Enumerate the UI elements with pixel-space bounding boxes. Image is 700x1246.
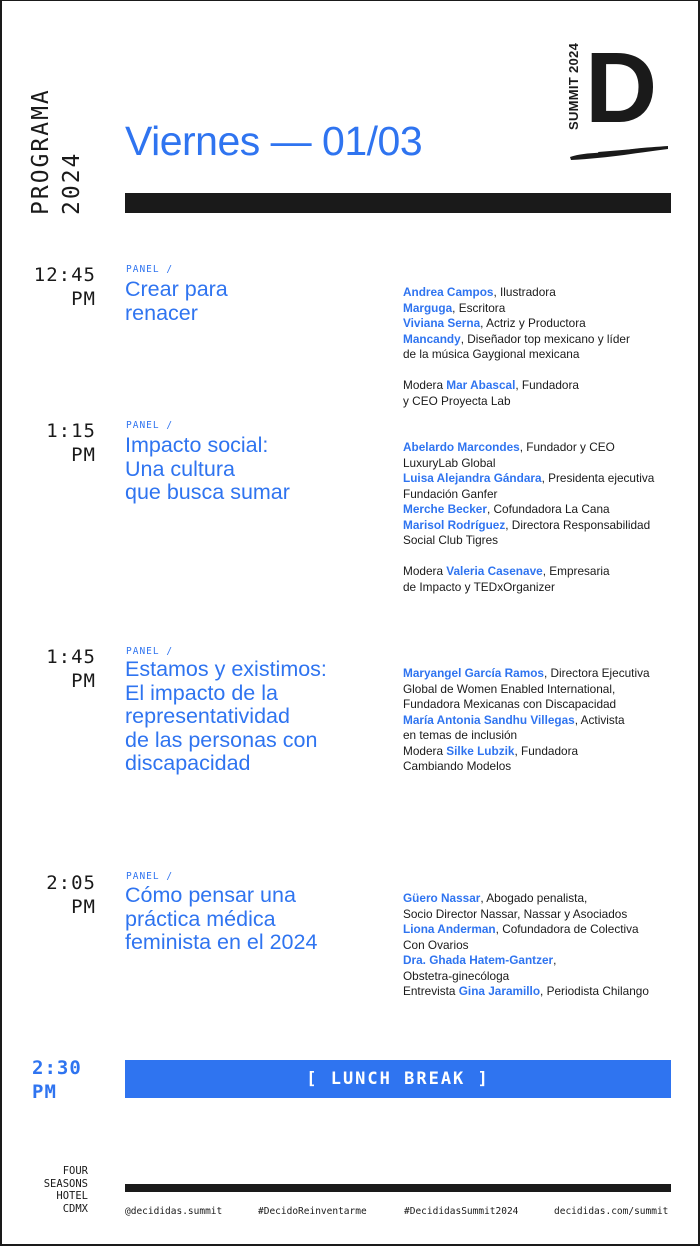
- speaker-description: , Cofundadora La Cana: [486, 502, 610, 516]
- title-line: que busca sumar: [125, 480, 290, 504]
- program-side-title: [26, 88, 88, 215]
- speaker-name: Dra. Ghada Hatem-Gantzer: [403, 953, 554, 967]
- speaker-description: LuxuryLab Global: [403, 455, 496, 470]
- speaker-description: Cambiando Modelos: [403, 759, 512, 773]
- speaker-description: , Ilustradora: [493, 285, 556, 299]
- speaker-description: de Impacto y TEDxOrganizer: [403, 579, 555, 594]
- speaker-description: , Actriz y Productora: [480, 316, 586, 330]
- title-line: discapacidad: [125, 751, 251, 775]
- speaker-line: [403, 347, 673, 363]
- speaker-line: [403, 682, 673, 698]
- footer-divider-bar: [125, 1184, 671, 1192]
- side-title-word: PROGRAMA: [28, 88, 54, 215]
- speaker-description: Social Club Tigres: [403, 533, 499, 547]
- session-title: [125, 658, 395, 776]
- speaker-line: [403, 301, 673, 317]
- header-divider-bar: [125, 193, 671, 213]
- speaker-name: Viviana Serna: [403, 316, 481, 330]
- speaker-description: de la música Gaygional mexicana: [403, 347, 580, 361]
- speaker-line: [403, 285, 673, 301]
- speaker-line: [403, 487, 673, 503]
- speaker-line: [403, 456, 673, 472]
- speaker-description: Global de Women Enabled International,: [403, 681, 616, 696]
- venue-line: CDMX: [62, 1202, 88, 1215]
- speaker-line: [403, 394, 673, 410]
- speaker-description: , Diseñador top mexicano y líder: [460, 331, 630, 346]
- title-line: Estamos y existimos:: [125, 657, 327, 681]
- time-period: PM: [32, 1081, 57, 1103]
- speaker-line: [403, 744, 673, 760]
- speaker-description: , Cofundadora de Colectiva: [495, 922, 639, 936]
- time-value: 2:30: [32, 1057, 82, 1079]
- speaker-description: , Abogado penalista,: [480, 891, 588, 905]
- speaker-role-prefix: Entrevista: [403, 984, 459, 998]
- speaker-name: Marisol Rodríguez: [403, 517, 506, 532]
- speaker-description: , Periodista Chilango: [540, 984, 649, 998]
- venue-label: [40, 1165, 88, 1215]
- speaker-name: Gina Jaramillo: [458, 984, 541, 998]
- speaker-name: Silke Lubzik: [446, 743, 515, 758]
- venue-line: FOUR: [62, 1165, 88, 1177]
- title-line: de las personas con: [125, 727, 318, 752]
- website-link[interactable]: decididas.com/summit: [554, 1206, 669, 1217]
- speaker-description: , Directora Ejecutiva: [543, 666, 650, 680]
- speaker-description: ,: [553, 953, 557, 967]
- title-line: feminista en el 2024: [125, 930, 318, 954]
- speaker-line: [403, 759, 673, 775]
- session-title: [125, 884, 395, 955]
- session-tag: PANEL /: [126, 420, 174, 431]
- title-line: Crear para: [125, 277, 228, 301]
- speaker-line: [403, 440, 673, 456]
- speaker-line: [403, 891, 673, 907]
- session-tag: PANEL /: [126, 871, 174, 882]
- speaker-name: Liona Anderman: [403, 922, 496, 936]
- time-period: PM: [71, 444, 96, 466]
- time-period: PM: [71, 288, 96, 310]
- session-speakers: [403, 891, 673, 1000]
- lunch-time: [32, 1056, 98, 1104]
- session-speakers: [403, 285, 673, 409]
- speaker-line: [403, 984, 673, 1000]
- speaker-line: [403, 969, 673, 985]
- hashtag-reinventarme[interactable]: #DecidoReinventarme: [258, 1206, 367, 1217]
- speaker-gap: [403, 363, 673, 379]
- logo-subtitle: SUMMIT 2024: [566, 42, 581, 130]
- time-value: 1:15: [46, 420, 96, 442]
- speaker-role-prefix: Modera: [403, 378, 447, 392]
- speaker-line: [403, 580, 673, 596]
- speaker-name: Mancandy: [403, 331, 461, 346]
- title-line: El impacto de la: [125, 680, 278, 705]
- speaker-description: Socio Director Nassar, Nassar y Asociados: [403, 906, 628, 921]
- session-tag: PANEL /: [126, 264, 174, 275]
- speaker-line: [403, 316, 673, 332]
- time-period: PM: [71, 896, 96, 918]
- title-line: práctica médica: [125, 906, 276, 931]
- speaker-description: , Fundadora: [515, 378, 579, 392]
- title-line: representatividad: [125, 704, 290, 728]
- summit-logo: [566, 32, 670, 168]
- speaker-name: Valeria Casenave: [446, 564, 543, 578]
- speaker-description: Fundadora Mexicanas con Discapacidad: [403, 697, 617, 711]
- speaker-description: , Escritora: [452, 300, 506, 315]
- speaker-name: Merche Becker: [403, 502, 487, 516]
- speaker-description: , Presidenta ejecutiva: [541, 471, 655, 485]
- speaker-description: Con Ovarios: [403, 937, 469, 952]
- speaker-line: [403, 378, 673, 394]
- speaker-line: [403, 953, 673, 969]
- speaker-description: Fundación Ganfer: [403, 486, 498, 501]
- session-time: [30, 645, 96, 693]
- speaker-line: [403, 518, 673, 534]
- session-time: [30, 419, 96, 467]
- venue-line: SEASONS: [43, 1177, 88, 1190]
- speaker-line: [403, 666, 673, 682]
- speaker-role-prefix: Modera: [403, 743, 447, 758]
- title-line: Impacto social:: [125, 433, 269, 457]
- social-handle-link[interactable]: @decididas.summit: [125, 1206, 223, 1217]
- speaker-description: Obstetra-ginecóloga: [403, 968, 510, 983]
- speaker-line: [403, 564, 673, 580]
- speaker-description: , Fundadora: [514, 743, 579, 758]
- speaker-name: Luisa Alejandra Gándara: [403, 471, 542, 485]
- speaker-line: [403, 938, 673, 954]
- time-value: 2:05: [46, 872, 96, 894]
- session-time: [30, 263, 96, 311]
- speaker-line: [403, 332, 673, 348]
- title-line: Una cultura: [125, 456, 235, 481]
- session-speakers: [403, 666, 673, 775]
- speaker-name: María Antonia Sandhu Villegas: [403, 712, 575, 727]
- time-period: PM: [71, 670, 96, 692]
- speaker-name: Mar Abascal: [446, 378, 516, 392]
- day-title: Viernes — 01/03: [125, 118, 423, 164]
- speaker-description: , Directora Responsabilidad: [505, 517, 651, 532]
- speaker-description: , Activista: [574, 712, 625, 727]
- session-tag: PANEL /: [126, 646, 174, 657]
- speaker-name: Güero Nassar: [403, 891, 481, 905]
- brush-stroke-icon: [568, 142, 670, 162]
- speaker-line: [403, 922, 673, 938]
- speaker-gap: [403, 549, 673, 565]
- speaker-name: Maryangel García Ramos: [403, 666, 544, 680]
- title-line: renacer: [125, 300, 198, 325]
- speaker-description: y CEO Proyecta Lab: [403, 393, 511, 408]
- speaker-line: [403, 471, 673, 487]
- time-value: 1:45: [46, 646, 96, 668]
- title-line: Cómo pensar una: [125, 883, 296, 907]
- speaker-description: , Fundador y CEO: [519, 440, 615, 454]
- session-title: [125, 434, 385, 505]
- time-value: 12:45: [33, 264, 96, 286]
- speaker-line: [403, 502, 673, 518]
- session-time: [30, 871, 96, 919]
- lunch-break-banner: [ LUNCH BREAK ]: [125, 1060, 671, 1098]
- hashtag-summit[interactable]: #DecididasSummit2024: [404, 1206, 519, 1217]
- session-title: [125, 278, 385, 325]
- venue-line: HOTEL: [56, 1190, 88, 1202]
- speaker-name: Marguga: [403, 300, 453, 315]
- speaker-line: [403, 907, 673, 923]
- speaker-description: , Empresaria: [542, 564, 610, 578]
- speaker-role-prefix: Modera: [403, 564, 447, 578]
- speaker-line: [403, 533, 673, 549]
- logo-letter: D: [585, 32, 658, 144]
- speaker-line: [403, 728, 673, 744]
- speaker-line: [403, 713, 673, 729]
- speaker-name: Abelardo Marcondes: [403, 440, 520, 454]
- speaker-line: [403, 697, 673, 713]
- speaker-name: Andrea Campos: [403, 285, 494, 299]
- side-title-year: 2024: [59, 151, 85, 215]
- speaker-description: en temas de inclusión: [403, 728, 518, 742]
- session-speakers: [403, 440, 673, 595]
